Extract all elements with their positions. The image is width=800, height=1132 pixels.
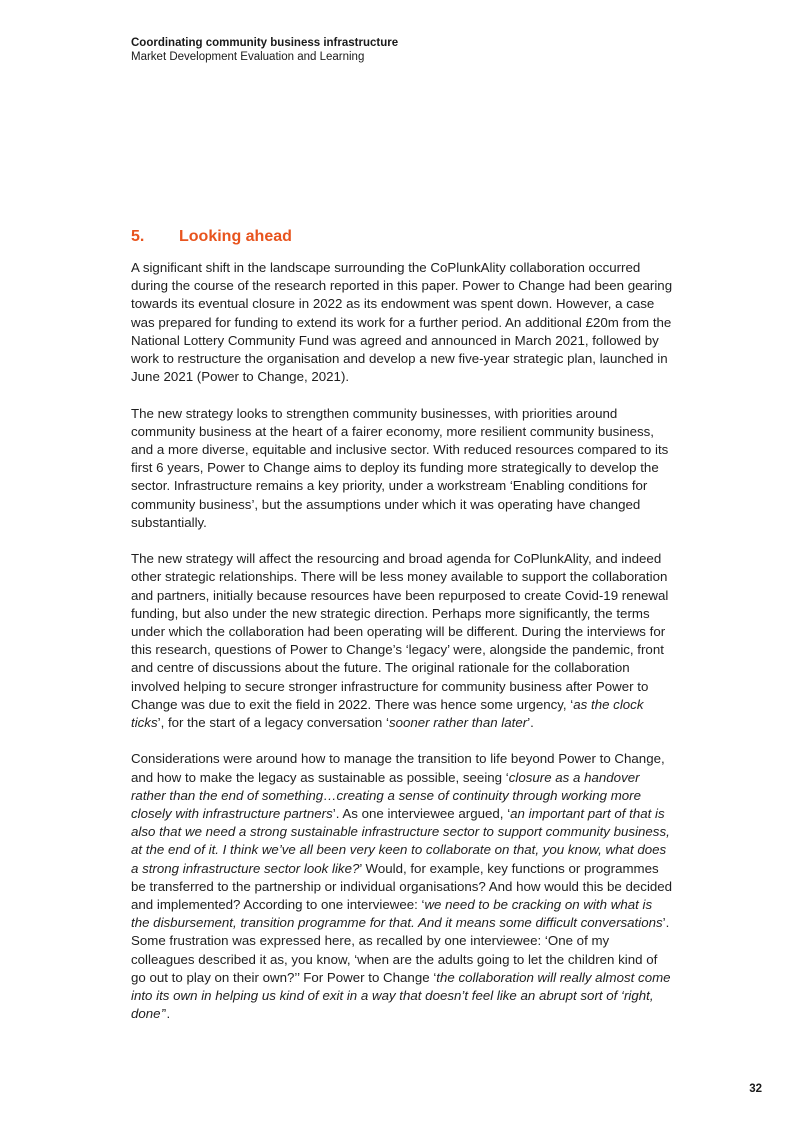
quote-closure-handover: closure as a handover rather than the end of something…creating a sense of continuity through working more closely with infrastructure partners — [131, 769, 642, 822]
paragraph-4-text-3: ’ Would, for example, key functions or programmes be transferred to the partnership or individual organisations? And how would this be decided and implemented? According to one interviewee: ‘ — [131, 860, 673, 913]
paragraph-4-text-1: Considerations were around how to manage the transition to life beyond Power to Change, and how to make the legacy as sustainable as possible, seeing ‘ — [131, 751, 665, 785]
page-number: 32 — [749, 1083, 762, 1095]
paragraph-2-text: The new strategy looks to strengthen community businesses, with priorities around community business at the heart of a fairer economy, more resilient community business, and a more diverse, equitable and inclusive sector. With reduced resources compared to its first 6 years, Power to Change aims to deploy its funding more strategically to develop the sector. Infrastructure remains a key priority, under a workstream ‘Enabling conditions for community business’, but the assumptions under which it was operating have changed substantially. — [131, 405, 669, 530]
paragraph-1-text: A significant shift in the landscape surrounding the CoPlunkAlity collaboration occurred during the course of the research reported in this paper. Power to Change had been gearing towards its eventual closure in 2022 as its endowment was spent down. However, a case was prepared for funding to extend its work for a further period. An additional £20m from the National Lottery Community Fund was agreed and announced in March 2021, followed by work to restructure the organisation and develop a new five-year strategic plan, launched in June 2021 (Power to Change, 2021). — [131, 260, 673, 385]
paragraph-3-text-3: ’. — [527, 715, 534, 731]
quote-sooner-rather: sooner rather than later — [388, 715, 528, 731]
paragraph-3-text-1: The new strategy will affect the resourcing and broad agenda for CoPlunkAlity, and indeed other strategic relationships. There will be less money available to support the collaboration and partners, initially because resources have been repurposed to create Covid-19 renewal funding, but also under the new strategic direction. Perhaps more significantly, the terms under which the collaboration had been operating will be different. During the interviews for this research, questions of Power to Change’s ‘legacy’ were, alongside the pandemic, front and centre of discussions about the future. The original rationale for the collaboration involved helping to secure stronger infrastructure for community business after Power to Change was due to exit the field in 2022. There was hence some urgency, ‘ — [131, 551, 669, 712]
paragraph-4-text-2: ’. As one interviewee argued, ‘ — [332, 806, 511, 822]
paragraph-4-text-5: ’. — [163, 1006, 171, 1022]
paragraph-1 — [131, 259, 673, 386]
header-subtitle: Market Development Evaluation and Learning — [131, 51, 365, 63]
paragraph-2 — [131, 405, 673, 532]
header-title: Coordinating community business infrastructure — [131, 37, 399, 49]
quote-infrastructure-sector: an important part of that is also that we need a strong sustainable infrastructure sector to support community business, at the end of it. I think we’ve all been very keen to collaborate on that, you know, what does a strong infrastructure sector look like? — [131, 806, 670, 876]
paragraph-4-text-4: ’. Some frustration was expressed here, as recalled by one interviewee: ‘One of my colleagues described it as, you know, ‘when are the adults going to let the children kind of go out to play on their own?’’ For Power to Change ‘ — [131, 915, 670, 985]
quote-clock-ticks: as the clock ticks — [131, 696, 644, 731]
quote-disbursement: we need to be cracking on with what is the disbursement, transition programme for that. And it means some difficult conversations — [131, 897, 663, 931]
section-number: 5. — [131, 228, 145, 245]
paragraph-3 — [131, 550, 673, 732]
section-title: Looking ahead — [179, 228, 292, 245]
body-text — [131, 259, 673, 1042]
paragraph-4 — [131, 750, 673, 1023]
running-header — [131, 36, 691, 65]
paragraph-3-text-2: ’, for the start of a legacy conversation ‘ — [157, 715, 389, 731]
quote-collaboration-exit: the collaboration will really almost come into its own in helping us kind of exit in a way that doesn’t feel like an abrupt sort of ‘right, done’ — [131, 969, 671, 1022]
section-heading — [131, 227, 691, 247]
